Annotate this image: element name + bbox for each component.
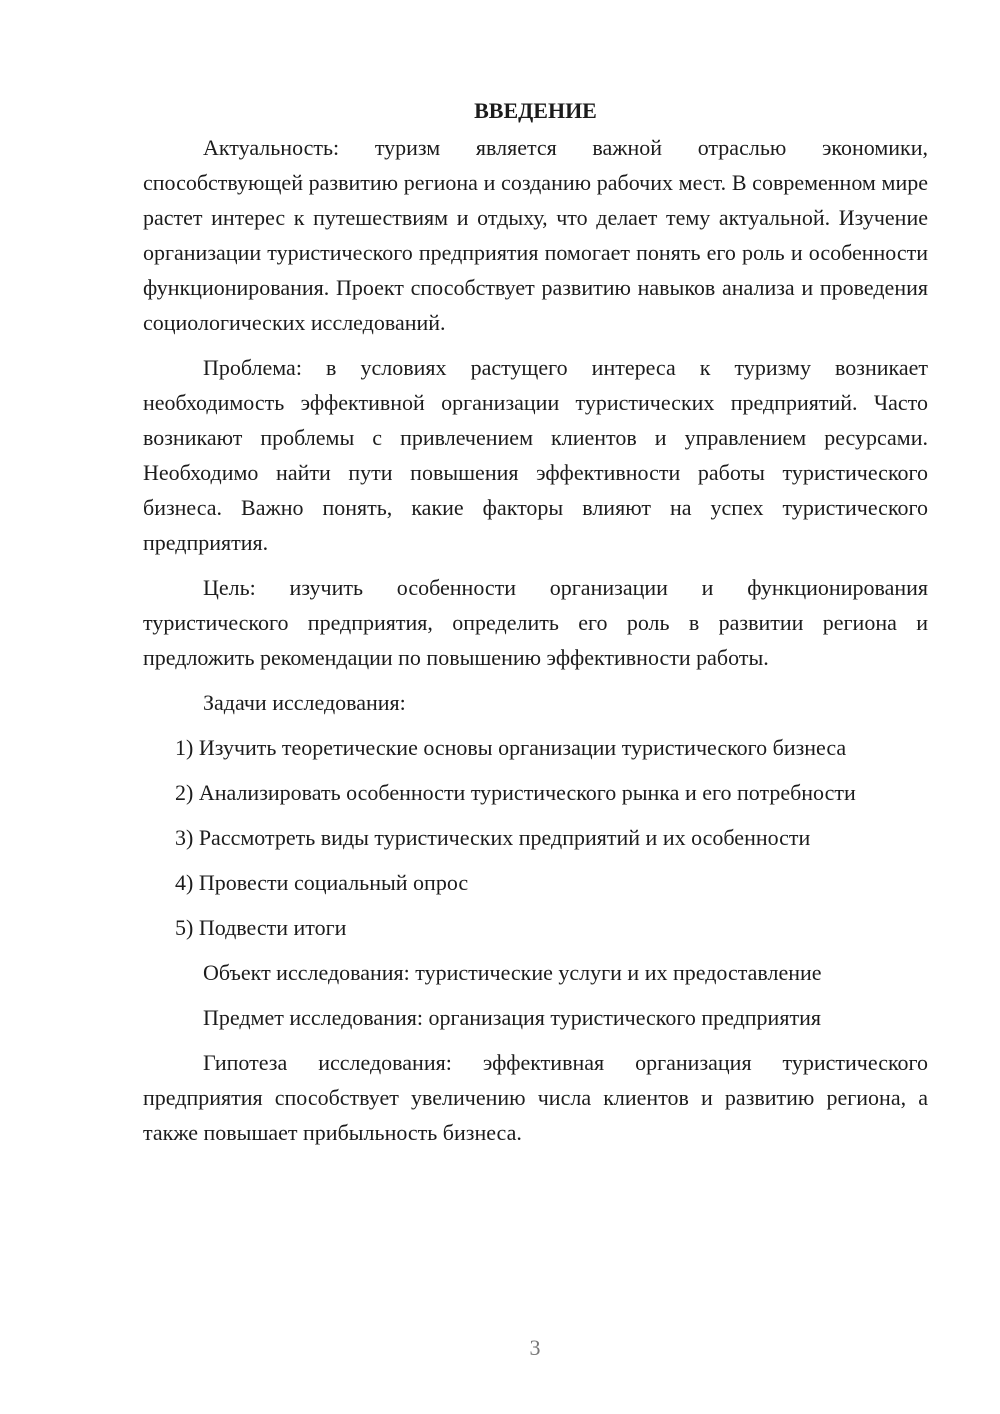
hypothesis-paragraph: Гипотеза исследования: эффективная организация туристического предприятия способствует увеличению числа клиентов и развитию региона, а также повышает прибыльность бизнеса. <box>143 1050 928 1145</box>
problem-paragraph: Проблема: в условиях растущего интереса к туризму возникает необходимость эффективной организации туристических предприятий. Часто возникают проблемы с привлечением клиентов и управлением ресурсами. Необходимо найти пути повышения эффективности работы туристического бизнеса. Важно понять, какие факторы влияют на успех туристического предприятия. <box>143 355 928 555</box>
task-item: 1) Изучить теоретические основы организации туристического бизнеса <box>175 735 847 760</box>
subject-paragraph: Предмет исследования: организация туристического предприятия <box>203 1005 821 1030</box>
task-item: 5) Подвести итоги <box>175 915 347 940</box>
section-title: ВВЕДЕНИЕ <box>474 98 597 123</box>
task-item: 3) Рассмотреть виды туристических предприятий и их особенности <box>175 825 811 850</box>
relevance-paragraph: Актуальность: туризм является важной отраслью экономики, способствующей развитию региона и созданию рабочих мест. В современном мире растет интерес к путешествиям и отдыху, что делает тему актуальной. Изучение организации туристического предприятия помогает понять его роль и особенности функционирования. Проект способствует развитию навыков анализа и проведения социологических исследований. <box>143 135 928 335</box>
document-page <box>143 93 928 1160</box>
task-item: 2) Анализировать особенности туристического рынка и его потребности <box>175 780 856 805</box>
task-item: 4) Провести социальный опрос <box>175 870 469 895</box>
goal-paragraph: Цель: изучить особенности организации и функционирования туристического предприятия, определить его роль в развитии региона и предложить рекомендации по повышению эффективности работы. <box>143 575 928 670</box>
page-number: 3 <box>529 1335 541 1360</box>
object-paragraph: Объект исследования: туристические услуги и их предоставление <box>203 960 822 985</box>
tasks-heading: Задачи исследования: <box>203 690 406 715</box>
